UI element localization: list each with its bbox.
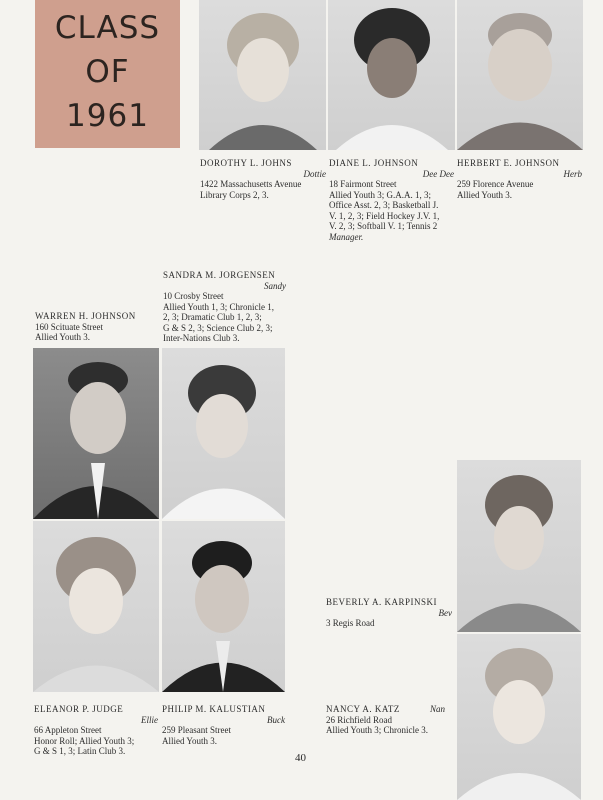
portrait-herbert-johnson <box>457 0 583 150</box>
student-name: ELEANOR P. JUDGE <box>34 704 124 714</box>
student-name: BEVERLY A. KARPINSKI <box>326 597 438 607</box>
activities-line: Inter-Nations Club 3. <box>163 333 240 343</box>
entry-diane-johnson <box>329 158 454 242</box>
banner-line-class: CLASS <box>54 10 161 46</box>
portrait-dorothy-johns <box>199 0 326 150</box>
portrait-beverly-karpinski <box>457 460 581 632</box>
address: 18 Fairmont Street <box>329 179 397 189</box>
page-number: 40 <box>295 752 306 764</box>
student-nickname: Sandy <box>264 280 286 291</box>
portrait-image <box>457 634 581 800</box>
activities: Library Corps 2, 3. <box>200 189 269 200</box>
banner-line-year: 1961 <box>66 98 149 134</box>
activities-line: V. 2, 3; Softball V. 1; Tennis 2 <box>329 221 438 231</box>
portrait-image <box>199 0 326 150</box>
activities-line: Allied Youth 1, 3; Chronicle 1, <box>163 301 275 312</box>
entry-eleanor-judge <box>34 704 158 757</box>
student-nickname: Bev <box>438 607 452 618</box>
address: 3 Regis Road <box>326 618 375 628</box>
entry-philip-kalustian <box>162 704 285 746</box>
activities-line: G & S 1, 3; Latin Club 3. <box>34 746 126 756</box>
student-name: PHILIP M. KALUSTIAN <box>162 704 266 714</box>
portrait-nancy-katz <box>457 634 581 800</box>
banner-line-of: OF <box>85 54 130 90</box>
student-name: DOROTHY L. JOHNS <box>200 158 292 168</box>
address: 66 Appleton Street <box>34 725 102 735</box>
address: 259 Pleasant Street <box>162 725 231 735</box>
address: 160 Scituate Street <box>35 321 103 332</box>
student-name: WARREN H. JOHNSON <box>35 311 136 321</box>
activities-line: Office Asst. 2, 3; Basketball J. <box>329 200 439 210</box>
activities-line: G & S 2, 3; Science Club 2, 3; <box>163 322 273 333</box>
portrait-warren-johnson <box>33 348 159 519</box>
entry-herbert-johnson <box>457 158 582 200</box>
entry-sandra-jorgensen <box>163 270 286 344</box>
portrait-image <box>162 348 285 519</box>
portrait-eleanor-judge <box>33 521 159 692</box>
address: 10 Crosby Street <box>163 291 224 301</box>
student-nickname-nancy: Nan <box>430 704 446 714</box>
class-of-1961-banner <box>35 0 180 148</box>
activities: Allied Youth 3. <box>35 332 91 342</box>
student-name: SANDRA M. JORGENSEN <box>163 270 276 280</box>
address: 259 Florence Avenue <box>457 179 534 189</box>
portrait-image <box>457 0 583 150</box>
activities-line: V. 1, 2, 3; Field Hockey J.V. 1, <box>329 210 440 221</box>
entry-dorothy-johns <box>200 158 326 200</box>
activities: Allied Youth 3. <box>162 735 218 746</box>
student-nickname: Ellie <box>141 714 158 725</box>
address: 26 Richfield Road <box>326 714 392 725</box>
portrait-image <box>457 460 581 632</box>
portrait-image <box>162 521 285 692</box>
address: 1422 Massachusetts Avenue <box>200 179 302 189</box>
activities: Allied Youth 3; Chronicle 3. <box>326 725 429 735</box>
entry-beverly-karpinski <box>326 597 452 629</box>
student-nickname: Dottie <box>303 168 326 179</box>
student-nickname: Dee Dee <box>422 168 454 179</box>
student-nickname: Buck <box>267 714 285 725</box>
activities-line: Honor Roll; Allied Youth 3; <box>34 735 135 746</box>
activities-line: Allied Youth 3; G.A.A. 1, 3; <box>329 189 432 200</box>
student-name: NANCY A. KATZ <box>326 704 400 714</box>
entry-warren-johnson <box>35 311 159 343</box>
activities: Allied Youth 3. <box>457 189 513 200</box>
portrait-image <box>328 0 455 150</box>
activities-line: 2, 3; Dramatic Club 1, 2, 3; <box>163 312 262 322</box>
portrait-image <box>33 521 159 692</box>
portrait-diane-johnson <box>328 0 455 150</box>
student-name: DIANE L. JOHNSON <box>329 158 419 168</box>
portrait-sandra-jorgensen <box>162 348 285 519</box>
portrait-philip-kalustian <box>162 521 285 692</box>
student-nickname: Herb <box>563 168 582 179</box>
activities-line: Manager. <box>329 231 364 242</box>
portrait-image <box>33 348 159 519</box>
student-name: HERBERT E. JOHNSON <box>457 158 560 168</box>
